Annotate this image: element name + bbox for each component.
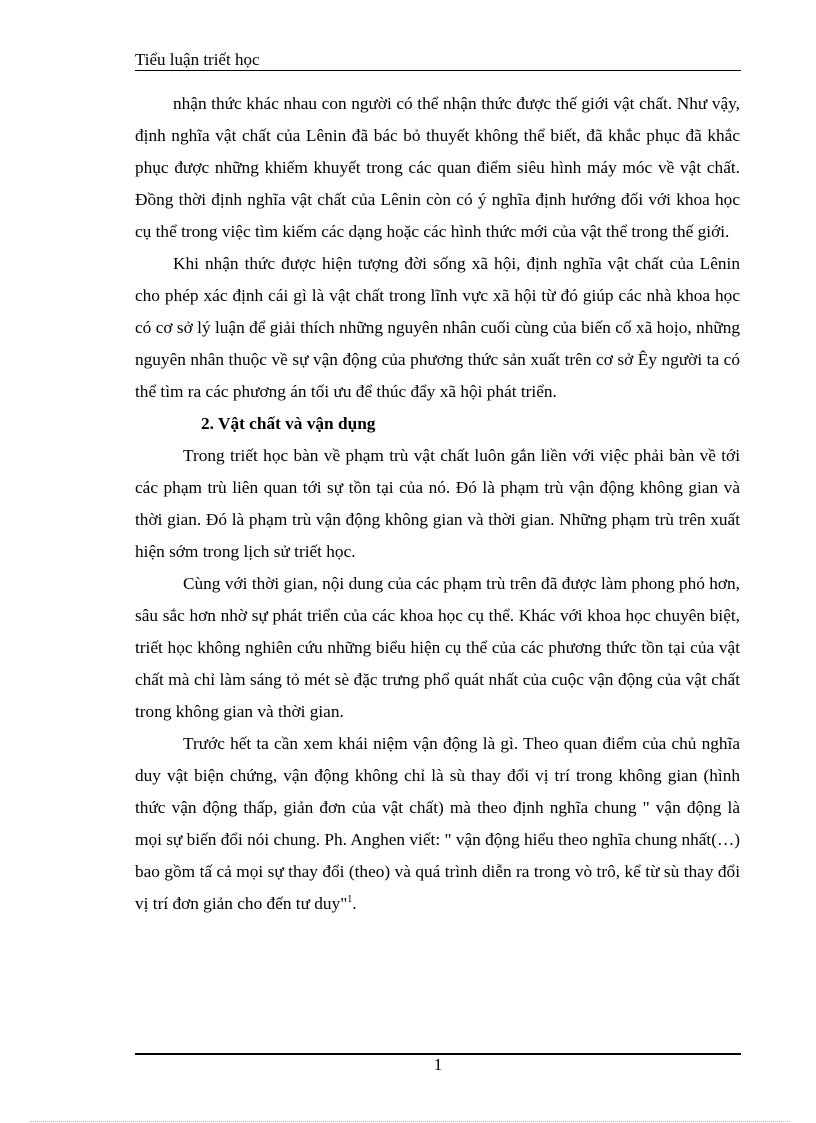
paragraph: Cùng với thời gian, nội dung của các phạm trù trên đã được làm phong phó hơn, sâu sắc hơn nhờ sự phát triển của các khoa học cụ thể. Khác với khoa học chuyên biệt, triết học không nghiên cứu những biểu hiện cụ thể của các phương thức tồn tại của vật chất mà chỉ làm sáng tỏ mét sè đặc trưng phổ quát nhất của cuộc vận động của vật chất trong không gian và thời gian. [135,574,740,721]
paragraph-text: Trước hết ta cần xem khái niệm vận động là gì. Theo quan điểm của chủ nghĩa duy vật biện chứng, vận động không chỉ là sù thay đổi vị trí trong không gian (hình thức vận động thấp, giản đơn của vật chất) mà theo định nghĩa chung " vận động là mọi sự biến đổi nói chung. Ph. Anghen viết: " vận động hiểu theo nghĩa chung nhất(…) bao gồm tấ cả mọi sự thay đổi (theo) và quá trình diễn ra trong vò trô, kể từ sù thay đổi vị trí đơn giản cho đến tư duy" [135,734,740,913]
header-title: Tiểu luận triết học [135,50,260,69]
footnote-reference[interactable]: 1 [347,894,353,906]
page-number: 1 [433,1055,443,1074]
section-heading: 2. Vật chất và vận dụng [201,414,376,433]
document-body [135,88,740,920]
paragraph: nhận thức khác nhau con người có thể nhận thức được thế giới vật chất. Như vậy, định nghĩa vật chất của Lênin đã bác bỏ thuyết không thể biết, đã khắc phục đã khắc phục được những khiếm khuyết trong các quan điểm siêu hình máy móc về vật chất. Đồng thời định nghĩa vật chất của Lênin còn có ý nghĩa định hướng đối với khoa học cụ thể trong việc tìm kiếm các dạng hoặc các hình thức mới của vật thể trong thế giới. [135,94,740,241]
header-divider [135,70,741,71]
paragraph [135,728,740,920]
page-bottom-edge [30,1121,790,1122]
paragraph: Khi nhận thức được hiện tượng đời sống xã hội, định nghĩa vật chất của Lênin cho phép xác định cái gì là vật chất trong lĩnh vực xã hội từ đó giúp các nhà khoa học có cơ sở lý luận để giải thích những nguyên nhân cuối cùng của biến cố xã hoịo, những nguyên nhân thuộc về sự vận động của phương thức sản xuất trên cơ sở Êy người ta có thể tìm ra các phương án tối ưu để thúc đẩy xã hội phát triển. [135,254,740,401]
paragraph: Trong triết học bàn về phạm trù vật chất luôn gắn liền với việc phải bàn về tới các phạm trù liên quan tới sự tồn tại của nó. Đó là phạm trù vận động không gian và thời gian. Đó là phạm trù vận động không gian và thời gian. Những phạm trù trên xuất hiện sớm trong lịch sử triết học. [135,446,740,561]
paragraph-end-punctuation: . [352,894,357,913]
